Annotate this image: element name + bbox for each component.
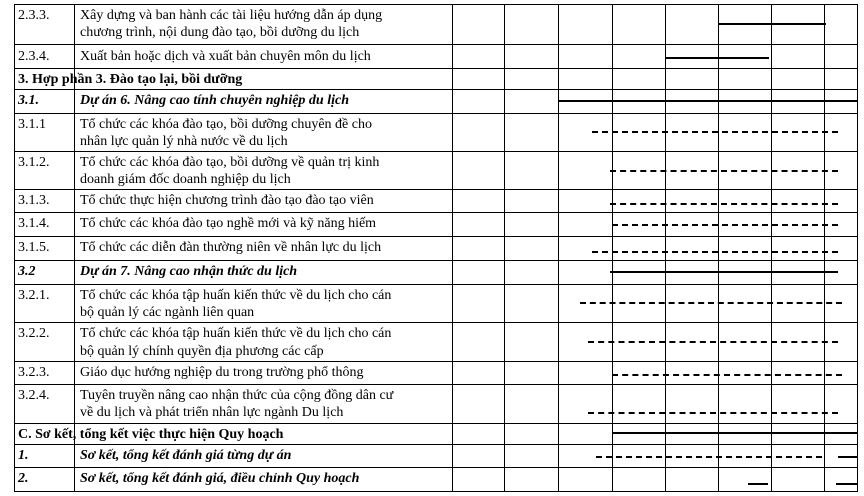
row-task-line: doanh giám đốc doanh nghiệp du lịch: [80, 172, 291, 187]
timeline-dashed-bar: [592, 131, 838, 133]
row-number: 3.2.1.: [18, 288, 50, 303]
grid-vline: [824, 4, 825, 491]
grid-hline: [14, 384, 858, 385]
grid-hline: [14, 361, 858, 362]
grid-vline: [665, 4, 666, 491]
row-task-line: Tổ chức các khóa đào tạo nghề mới và kỹ năng hiếm: [80, 216, 377, 231]
grid-vline: [558, 4, 559, 491]
row-task-line: bộ quản lý các ngành liên quan: [80, 305, 255, 320]
section-heading: C. Sơ kết, tổng kết việc thực hiện Quy hoạch: [18, 427, 284, 442]
grid-hline: [14, 491, 858, 492]
timeline-dashed-bar: [588, 341, 838, 343]
grid-hline: [14, 236, 858, 237]
row-task-line: Sơ kết, tổng kết đánh giá, điều chỉnh Quy hoạch: [80, 471, 360, 486]
grid-hline: [14, 68, 858, 69]
timeline-dashed-bar: [610, 170, 838, 172]
row-number: 3.2.2.: [18, 326, 50, 341]
grid-hline: [14, 89, 858, 90]
row-task-line: Tổ chức các khóa tập huấn kiến thức về du lịch cho cán: [80, 326, 392, 341]
grid-hline: [14, 113, 858, 114]
grid-hline: [14, 44, 858, 45]
row-task-line: Tổ chức các khóa đào tạo, bồi dưỡng về quản trị kinh: [80, 155, 380, 170]
grid-hline: [14, 284, 858, 285]
timeline-bar: [558, 100, 857, 102]
timeline-bar: [836, 483, 857, 485]
grid-vline: [504, 4, 505, 491]
row-task-line: Tổ chức thực hiện chương trình đào tạo đào tạo viên: [80, 193, 374, 208]
timeline-bar: [610, 271, 838, 273]
grid-vline: [14, 4, 15, 491]
grid-hline: [14, 467, 858, 468]
row-task-line: nhân lực quản lý nhà nước về du lịch: [80, 134, 288, 149]
timeline-dashed-bar: [612, 374, 842, 376]
timeline-dashed-bar: [612, 224, 838, 226]
row-number: 2.3.3.: [18, 8, 50, 23]
timeline-bar: [665, 57, 769, 59]
row-number: 3.1.5.: [18, 240, 50, 255]
row-task-line: Tuyên truyền nâng cao nhận thức của cộng đồng dân cư: [80, 388, 394, 403]
row-task-line: chương trình, nội dung đào tạo, bồi dưỡng du lịch: [80, 25, 360, 40]
row-task-line: Tổ chức các diễn đàn thường niên về nhân lực du lịch: [80, 240, 382, 255]
row-number: 1.: [18, 448, 29, 463]
timeline-bar: [838, 456, 857, 458]
row-task-line: Sơ kết, tổng kết đánh giá từng dự án: [80, 448, 292, 463]
grid-hline: [14, 151, 858, 152]
row-number: 3.2.4.: [18, 388, 50, 403]
row-task-line: Tổ chức các khóa đào tạo, bồi dưỡng chuyên đề cho: [80, 117, 372, 132]
grid-hline: [14, 212, 858, 213]
row-task-line: về du lịch và phát triển nhân lực ngành Du lịch: [80, 405, 344, 420]
row-number: 3.1.: [18, 93, 39, 108]
row-number: 3.1.1: [18, 117, 46, 132]
section-heading: 3. Hợp phần 3. Đào tạo lại, bồi dưỡng: [18, 72, 243, 87]
row-task-line: Tổ chức các khóa tập huấn kiến thức về du lịch cho cán: [80, 288, 392, 303]
row-task-line: Dự án 7. Nâng cao nhận thức du lịch: [80, 264, 298, 279]
row-number: 2.3.4.: [18, 49, 50, 64]
row-number: 3.1.2.: [18, 155, 50, 170]
timeline-dashed-bar: [610, 203, 838, 205]
timeline-bar: [718, 23, 826, 25]
row-task-line: Giáo dục hướng nghiệp du trong trường phổ thông: [80, 365, 364, 380]
row-number: 2.: [18, 471, 29, 486]
grid-vline: [452, 4, 453, 491]
grid-hline: [14, 4, 858, 5]
row-number: 3.2.3.: [18, 365, 50, 380]
timeline-bar: [748, 483, 768, 485]
row-task-line: Xây dựng và ban hành các tài liệu hướng dẫn áp dụng: [80, 8, 383, 23]
timeline-dashed-bar: [592, 251, 838, 253]
grid-hline: [14, 322, 858, 323]
grid-vline: [771, 4, 772, 491]
grid-hline: [14, 260, 858, 261]
grid-hline: [14, 444, 858, 445]
timeline-dashed-bar: [580, 302, 842, 304]
grid-hline: [14, 423, 858, 424]
timeline-dashed-bar: [596, 456, 822, 458]
grid-vline: [612, 4, 613, 491]
row-number: 3.1.4.: [18, 216, 50, 231]
row-number: 3.2: [18, 264, 36, 279]
row-task-line: bộ quản lý chính quyền địa phương các cấp: [80, 344, 324, 359]
grid-vline: [718, 4, 719, 491]
row-task-line: Dự án 6. Nâng cao tính chuyên nghiệp du lịch: [80, 93, 349, 108]
timeline-dashed-bar: [588, 412, 838, 414]
row-number: 3.1.3.: [18, 193, 50, 208]
grid-vline: [857, 4, 858, 491]
timeline-bar: [612, 432, 857, 434]
grid-hline: [14, 189, 858, 190]
row-task-line: Xuất bản hoặc dịch và xuất bản chuyên môn du lịch: [80, 49, 371, 64]
